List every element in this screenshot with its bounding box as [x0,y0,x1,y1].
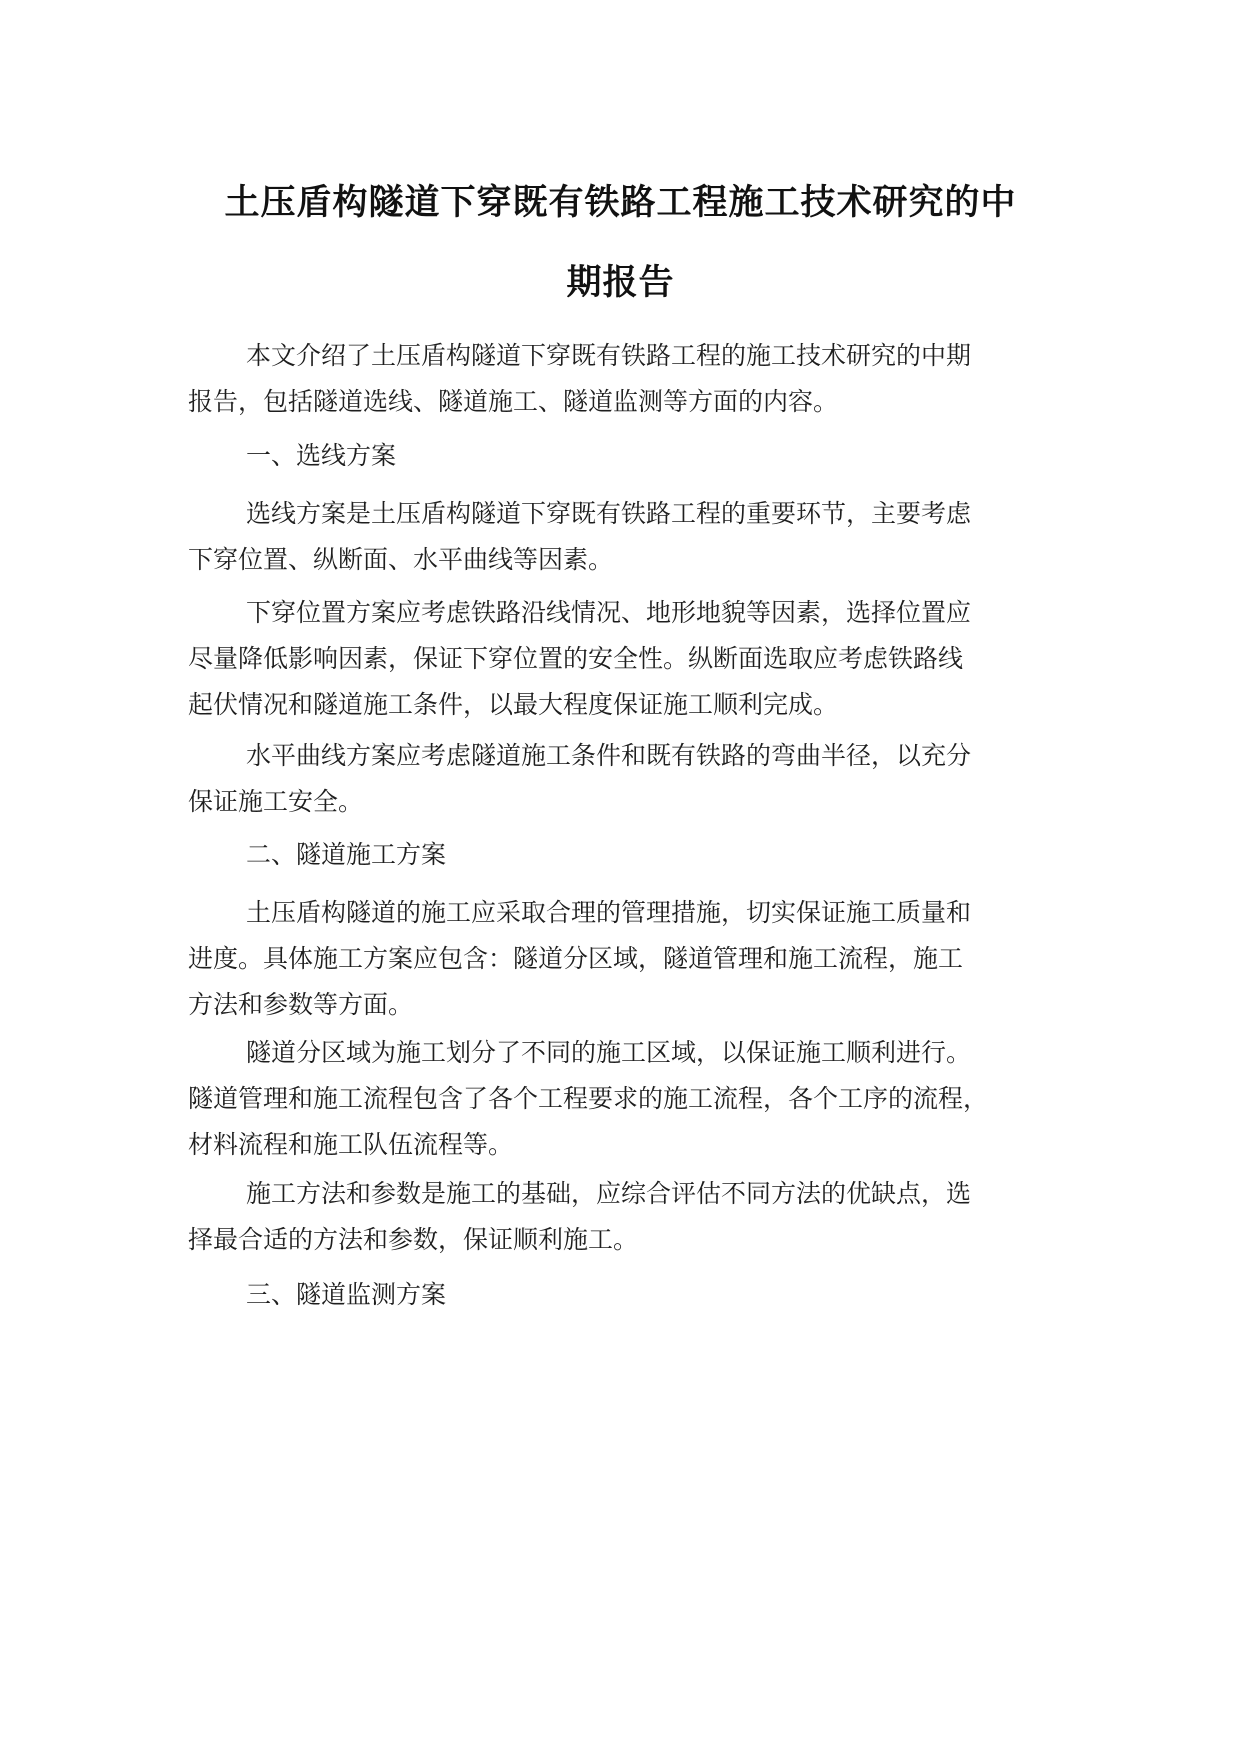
route-selection-paragraph [188,491,1088,583]
paragraph-line: 方法和参数等方面。 [188,990,414,1019]
construction-management-paragraph [188,890,1088,1028]
methods-parameters-paragraph [188,1171,1088,1263]
paragraph-line: 施工方法和参数是施工的基础，应综合评估不同方法的优缺点，选 [246,1179,972,1208]
section-heading-tunnel-monitoring: 三、隧道监测方案 [246,1280,447,1309]
paragraph-line: 隧道分区域为施工划分了不同的施工区域，以保证施工顺利进行。 [246,1038,972,1067]
paragraph-line: 材料流程和施工队伍流程等。 [188,1130,514,1159]
paragraph-line: 尽量降低影响因素，保证下穿位置的安全性。纵断面选取应考虑铁路线 [188,644,964,673]
paragraph-line: 报告，包括隧道选线、隧道施工、隧道监测等方面的内容。 [188,387,839,416]
paragraph-line: 进度。具体施工方案应包含：隧道分区域，隧道管理和施工流程，施工 [188,944,964,973]
document-title-line-2: 期报告 [566,263,675,303]
paragraph-line: 土压盾构隧道的施工应采取合理的管理措施，切实保证施工质量和 [246,898,972,927]
tunnel-zoning-paragraph [188,1030,1088,1168]
document-title-line-1: 土压盾构隧道下穿既有铁路工程施工技术研究的中 [224,183,1017,223]
crossing-position-paragraph [188,590,1088,728]
intro-paragraph [188,333,1088,425]
paragraph-line: 水平曲线方案应考虑隧道施工条件和既有铁路的弯曲半径，以充分 [246,741,972,770]
horizontal-curve-paragraph [188,733,1088,825]
paragraph-line: 起伏情况和隧道施工条件，以最大程度保证施工顺利完成。 [188,690,839,719]
section-heading-route-selection: 一、选线方案 [246,441,397,470]
paragraph-line: 选线方案是土压盾构隧道下穿既有铁路工程的重要环节，主要考虑 [246,499,972,528]
section-heading-tunnel-construction: 二、隧道施工方案 [246,840,447,869]
paragraph-line: 隧道管理和施工流程包含了各个工程要求的施工流程，各个工序的流程， [188,1084,989,1113]
paragraph-line: 保证施工安全。 [188,787,364,816]
paragraph-line: 择最合适的方法和参数，保证顺利施工。 [188,1225,639,1254]
paragraph-line: 本文介绍了土压盾构隧道下穿既有铁路工程的施工技术研究的中期 [246,341,972,370]
paragraph-line: 下穿位置方案应考虑铁路沿线情况、地形地貌等因素，选择位置应 [246,598,972,627]
paragraph-line: 下穿位置、纵断面、水平曲线等因素。 [188,545,614,574]
